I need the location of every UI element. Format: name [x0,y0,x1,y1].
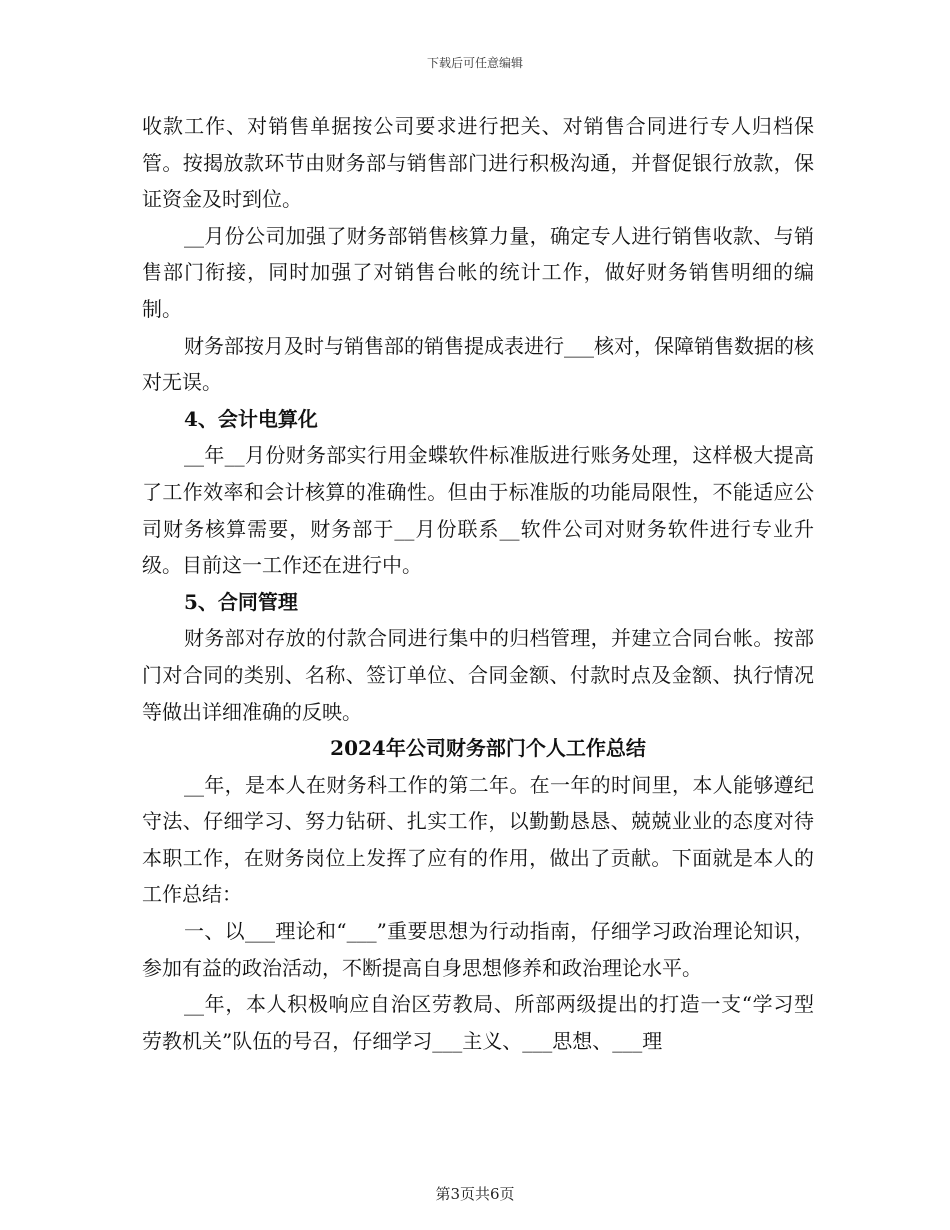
page-footer-number: 第3页共6页 [435,1185,515,1203]
page-header-note: 下载后可任意编辑 [426,56,523,70]
paragraph-kingdee-software: __年__月份财务部实行用金蝶软件标准版进行账务处理，这样极大提高了工作效率和会计核算的准确性。但由于标准版的功能局限性，不能适应公司财务核算需要，财务部于__月份联系__软件公司对财务软件进行专业升级。目前这一工作还在进行中。 [142,443,814,578]
heading-contract-management: 5、合同管理 [184,589,298,614]
paragraph-theory-study: 一、以___理论和“___”重要思想为行动指南，仔细学习政治理论知识，参加有益的政治活动，不断提高自身思想修养和政治理论水平。 [142,919,814,980]
paragraph-learning-organization: __年，本人积极响应自治区劳教局、所部两级提出的打造一支“学习型劳教机关”队伍的号召，仔细学习___主义、___思想、___理 [142,992,814,1053]
document-body [142,108,814,1059]
paragraph-sales-accounting: __月份公司加强了财务部销售核算力量，确定专人进行销售收款、与销售部门衔接，同时加强了对销售台帐的统计工作，做好财务销售明细的编制。 [142,223,814,321]
paragraph-sales-commission: 财务部按月及时与销售部的销售提成表进行___核对，保障销售数据的核对无误。 [142,333,814,395]
paragraph-intro: __年，是本人在财务科工作的第二年。在一年的时间里，本人能够遵纪守法、仔细学习、努力钻研、扎实工作，以勤勤恳恳、兢兢业业的态度对待本职工作，在财务岗位上发挥了应有的作用，做出了贡献。下面就是本人的工作总结： [142,772,814,907]
paragraph-sales-collection: 收款工作、对销售单据按公司要求进行把关、对销售合同进行专人归档保管。按揭放款环节由财务部与销售部门进行积极沟通，并督促银行放款，保证资金及时到位。 [142,114,814,212]
paragraph-contract-archive: 财务部对存放的付款合同进行集中的归档管理，并建立合同台帐。按部门对合同的类别、名称、签订单位、合同金额、付款时点及金额、执行情况等做出详细准确的反映。 [142,626,814,724]
heading-computerized-accounting: 4、会计电算化 [184,406,318,431]
document-title: 2024年公司财务部门个人工作总结 [330,736,646,761]
